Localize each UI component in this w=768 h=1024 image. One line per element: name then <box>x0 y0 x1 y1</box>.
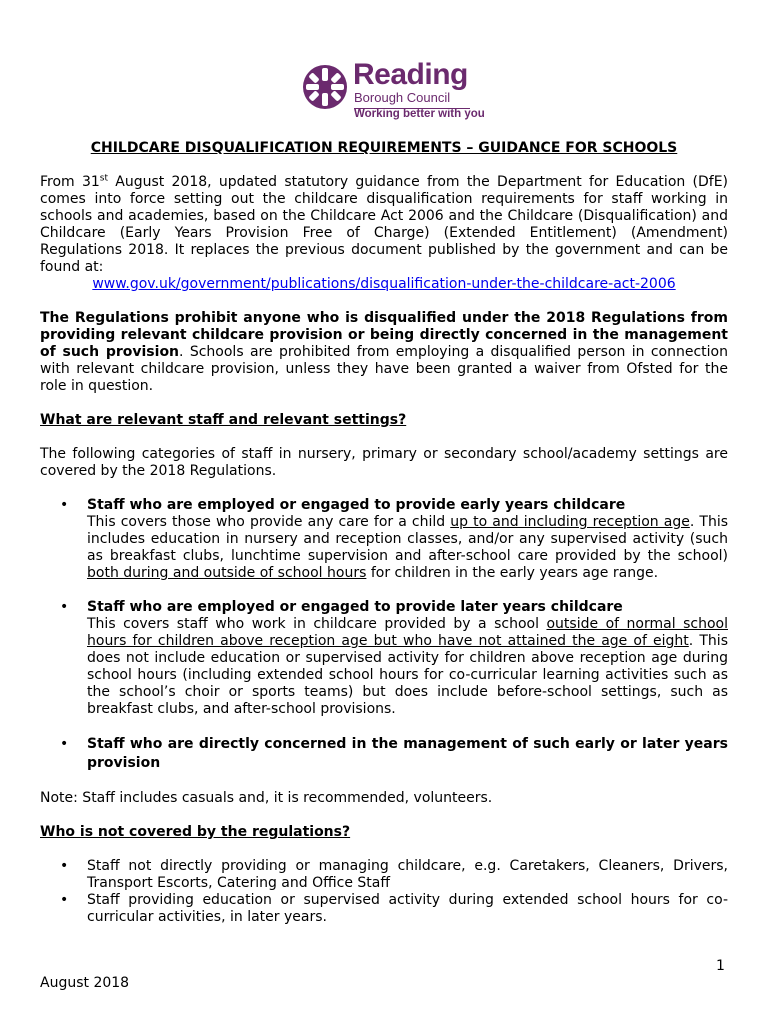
council-logo <box>302 58 485 122</box>
not-covered-list <box>40 858 728 926</box>
categories-list <box>40 497 728 773</box>
bullet-icon: • <box>60 497 69 513</box>
prohibit-paragraph: The Regulations prohibit anyone who is disqualified under the 2018 Regulations from providing relevant childcare provision or being directly concerned in the management of such provision. Schools are prohibited from employing a disqualified person in connection with relevant childcare provision, unless they have been granted a waiver from Ofsted for the role in question. <box>40 310 728 394</box>
bullet-icon: • <box>60 599 69 615</box>
footer-date: August 2018 <box>40 975 130 991</box>
categories-intro: The following categories of staff in nursery, primary or secondary school/academy settings are covered by the 2018 Regulations. <box>40 446 728 479</box>
council-emblem-icon <box>302 64 348 110</box>
list-item: • Staff providing education or supervised activity during extended school hours for co-curricular activities, in later years. <box>60 892 728 925</box>
heading-not-covered: Who is not covered by the regulations? <box>40 824 351 840</box>
list-item: • Staff not directly providing or managing childcare, e.g. Caretakers, Cleaners, Drivers, Transport Escorts, Catering and Office Staff <box>60 858 728 891</box>
list-item: • Staff who are employed or engaged to provide later years childcare This covers staff who work in childcare provided by a school outside of normal school hours for children above reception age but who have not attained the age of eight. This does not include education or supervised activity for children above reception age during school hours (including extended school hours for co-curricular learning activities such as the school’s choir or sports teams) but does include before-school settings, such as breakfast clubs, and after-school provisions. <box>60 599 728 717</box>
note-paragraph: Note: Staff includes casuals and, it is recommended, volunteers. <box>40 790 493 806</box>
heading-relevant-staff: What are relevant staff and relevant settings? <box>40 412 407 428</box>
document-title: CHILDCARE DISQUALIFICATION REQUIREMENTS – GUIDANCE FOR SCHOOLS <box>90 140 678 156</box>
logo-tagline: Working better with you <box>354 108 485 120</box>
page-number: 1 <box>716 958 725 974</box>
intro-paragraph: From 31st August 2018, updated statutory guidance from the Department for Education (DfE) comes into force setting out the childcare disqualification requirements for staff working in schools and academies, based on the Childcare Act 2006 and the Childcare (Disqualification) and Childcare (Early Years Provision Free of Charge) (Extended Entitlement) (Amendment) Regulations 2018. It replaces the previous document published by the government and can be found at: www.gov.uk/government/publications/disqualification-under-the-childcare-act-2006 <box>40 173 728 292</box>
bullet-icon: • <box>60 892 69 908</box>
bullet-icon: • <box>60 858 69 874</box>
document-body <box>40 140 728 943</box>
list-item: • Staff who are directly concerned in the management of such early or later years provision <box>60 736 728 771</box>
bullet-icon: • <box>60 736 69 752</box>
guidance-link[interactable]: www.gov.uk/government/publications/disqualification-under-the-childcare-act-2006 <box>92 276 676 292</box>
logo-subtitle: Borough Council <box>354 90 451 105</box>
list-item: • Staff who are employed or engaged to provide early years childcare This covers those who provide any care for a child up to and including reception age. This includes education in nursery and reception classes, and/or any supervised activity (such as breakfast clubs, lunchtime supervision and after-school care provided by the school) both during and outside of school hours for children in the early years age range. <box>60 497 729 581</box>
logo-title: Reading <box>353 58 468 91</box>
